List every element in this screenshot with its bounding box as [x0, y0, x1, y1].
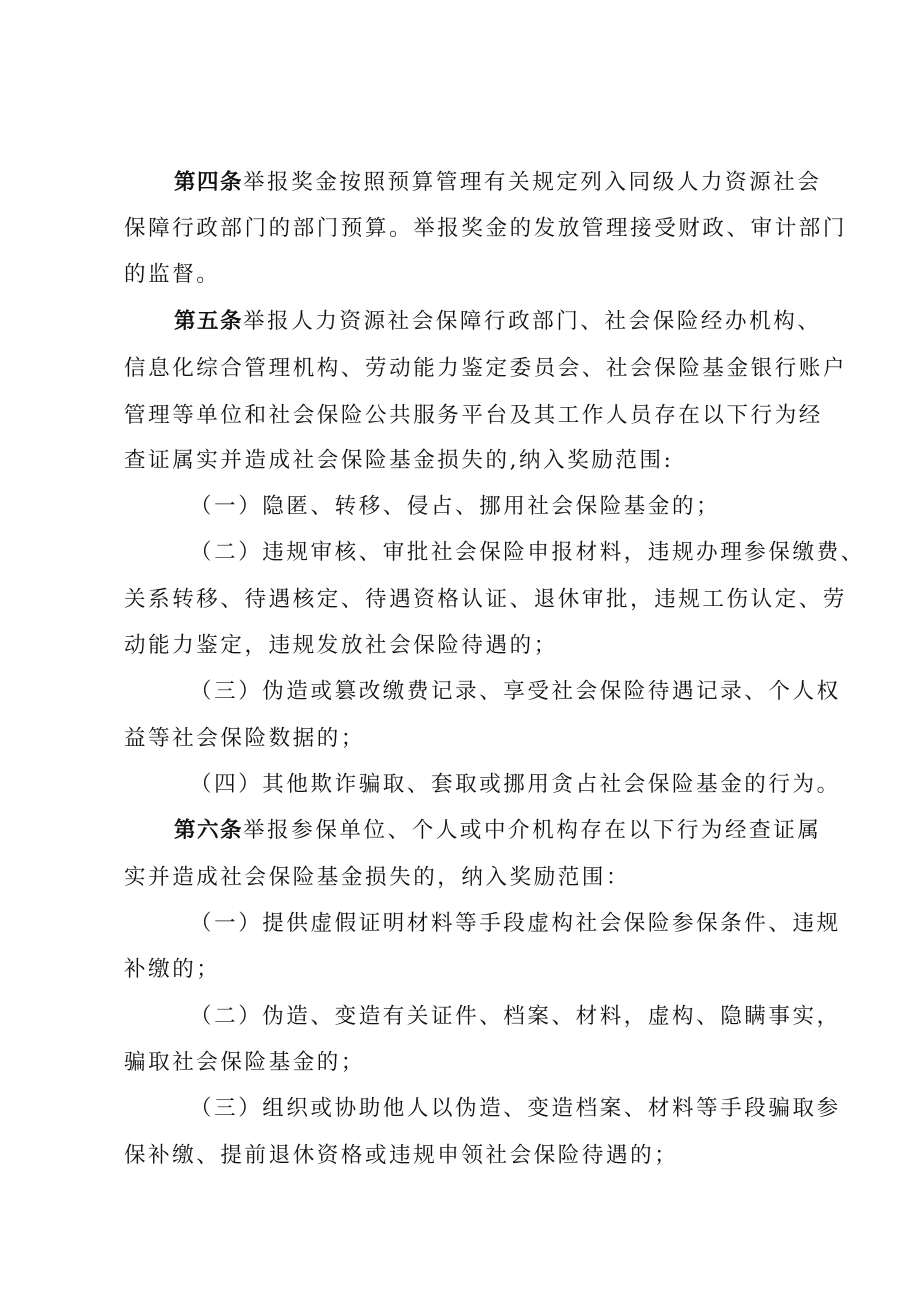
article6-line-1: [174, 811, 821, 851]
article5-item-2-line-1: （二）违规审核、审批社会保险申报材料，违规办理参保缴费、: [190, 540, 865, 565]
article6-item-2-line-2: 骗取社会保险基金的；: [124, 1050, 366, 1075]
article5-item-1: （一）隐匿、转移、侵占、挪用社会保险基金的；: [190, 494, 721, 519]
article4-line-1: [174, 163, 821, 203]
article5-item-2-line-2: 关系转移、待遇核定、待遇资格认证、退休审批，违规工伤认定、劳: [124, 587, 848, 612]
article4-line-2: 保障行政部门的部门预算。举报奖金的发放管理接受财政、审计部门: [124, 216, 848, 241]
article6-item-1-line-1: （一）提供虚假证明材料等手段虚构社会保险参保条件、违规: [190, 911, 841, 936]
article5-line-2: 信息化综合管理机构、劳动能力鉴定委员会、社会保险基金银行账户: [124, 356, 848, 381]
article4-line-3: 的监督。: [124, 262, 221, 287]
article5-label: 第五条: [174, 309, 244, 334]
article6-item-3-line-2: 保补缴、提前退休资格或违规申领社会保险待遇的；: [124, 1143, 679, 1168]
article5-item-2-line-3: 动能力鉴定，违规发放社会保险待遇的；: [124, 633, 558, 658]
article6-line-2: 实并造成社会保险基金损失的，纳入奖励范围：: [124, 865, 631, 890]
article5-item-4: （四）其他欺诈骗取、套取或挪用贪占社会保险基金的行为。: [190, 772, 841, 797]
article5-line-4: 查证属实并造成社会保险基金损失的,纳入奖励范围:: [124, 448, 674, 473]
article6-item-1-line-2: 补缴的；: [124, 957, 221, 982]
article5-line-1: [174, 302, 821, 342]
article6-item-3-line-1: （三）组织或协助他人以伪造、变造档案、材料等手段骗取参: [190, 1096, 841, 1121]
article4-label: 第四条: [174, 170, 244, 195]
article4-text-1: 举报奖金按照预算管理有关规定列入同级人力资源社会: [243, 170, 822, 195]
article6-text-1: 举报参保单位、个人或中介机构存在以下行为经查证属: [243, 818, 822, 843]
article5-item-3-line-1: （三）伪造或篡改缴费记录、享受社会保险待遇记录、个人权: [190, 679, 841, 704]
article6-label: 第六条: [174, 818, 244, 843]
article5-line-3: 管理等单位和社会保险公共服务平台及其工作人员存在以下行为经: [124, 403, 823, 428]
article6-item-2-line-1: （二）伪造、变造有关证件、档案、材料，虚构、隐瞒事实，: [190, 1004, 841, 1029]
article5-item-3-line-2: 益等社会保险数据的；: [124, 726, 366, 751]
article5-text-1: 举报人力资源社会保障行政部门、社会保险经办机构、: [243, 309, 822, 334]
